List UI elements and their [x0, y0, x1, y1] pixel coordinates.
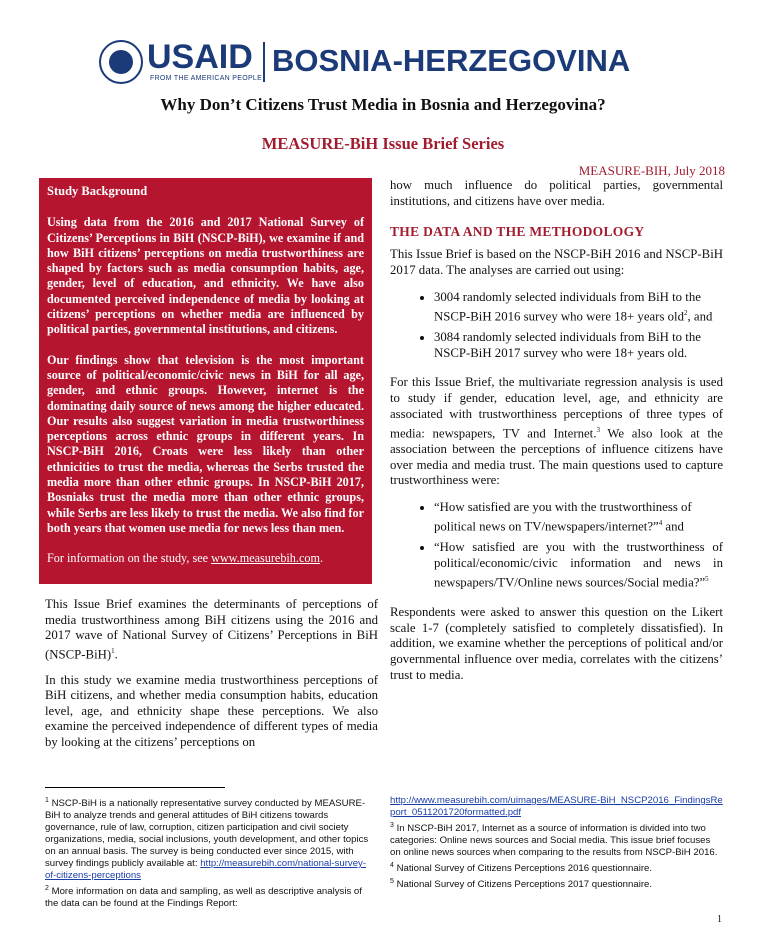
- question-2-text: “How satisfied are you with the trustworthiness of political/economic/civic information and news in newspapers/TV/Online news sources/Social media?”: [434, 540, 723, 589]
- series-title: MEASURE-BiH Issue Brief Series: [261, 134, 505, 153]
- footnote-2-text: More information on data and sampling, as well as descriptive analysis of the data can be found at the Findings Report:: [45, 886, 362, 910]
- question-1-end: and: [662, 519, 684, 534]
- left-para-1: [45, 597, 378, 663]
- question-1-text: “How satisfied are you with the trustworthiness of political news on TV/newspapers/internet?”: [434, 500, 692, 534]
- footnote-2-link-line: [390, 795, 723, 819]
- header-divider: [263, 42, 265, 82]
- survey-link[interactable]: http://measurebih.com/national-survey-of-citizens-perceptions: [45, 858, 367, 882]
- left-para-1-end: .: [114, 647, 118, 662]
- footnote-ref-4: 4: [658, 519, 663, 528]
- footnote-3: [390, 820, 723, 859]
- document-title: Why Don’t Citizens Trust Media in Bosnia and Herzegovina?: [160, 95, 606, 114]
- footnote-4: [390, 860, 723, 875]
- right-para-continued: how much influence do political parties, governmental institutions, and citizens have over media.: [390, 178, 723, 208]
- method-text-b: We also look at the association between the perceptions of influence citizens have over media and media trust. The main questions used to capture trustworthiness were:: [390, 426, 723, 488]
- usaid-seal-logo: [99, 40, 143, 84]
- page-number: 1: [717, 914, 722, 925]
- footnote-3-text: In NSCP-BiH 2017, Internet as a source of information is divided into two categories: Online news sources and Social media. This issue brief focuses on online news sources when comparing to the results from NSCP-BiH 2016.: [390, 823, 718, 859]
- footnote-5-text: National Survey of Citizens Perceptions 2017 questionnaire.: [393, 879, 653, 891]
- methodology-intro: This Issue Brief is based on the NSCP-BiH 2016 and NSCP-BiH 2017 data. The analyses are carried out using:: [390, 247, 723, 278]
- footnote-1-num: 1: [45, 797, 49, 804]
- sample-list: [390, 290, 723, 361]
- info-prefix: For information on the study, see: [47, 551, 212, 566]
- footnote-ref-1: 1: [111, 646, 115, 655]
- list-item: [434, 500, 723, 535]
- footnote-5-num: 5: [390, 878, 394, 886]
- study-background-info: [47, 551, 364, 566]
- respondents-para: Respondents were asked to answer this question on the Likert scale 1-7 (completely satisfied to completely dissatisfied). In addition, we examine whether the perceptions of political and/or governmental influence over media, correlates with the citizens’ trust to media.: [390, 604, 723, 682]
- footnote-2: [45, 883, 375, 910]
- footnotes-right: [390, 795, 723, 893]
- study-background-para-2: Our findings show that television is the most important source of political/economic/civic news in BiH for all age, gender, and ethnic groups. However, internet is the dominating daily source of news among the higher educated. Our results also suggest variation in media trustworthiness perceptions across ethnic groups in different years. In NSCP-BiH 2016, Croats were less likely than other ethnicities to trust the media, whereas the Serbs trusted the media more than other ethnic groups. In NSCP-BiH 2017, Bosniaks trust the media more than other ethnic groups, while Serbs are less likely to trust the media. We also find for both years that women use media for news less than men.: [47, 352, 364, 535]
- footnote-3-num: 3: [390, 822, 394, 829]
- bullet-1-end: , and: [687, 309, 713, 324]
- usaid-tagline: FROM THE AMERICAN PEOPLE: [150, 75, 263, 82]
- questions-list: [390, 500, 723, 591]
- study-background-heading: Study Background: [47, 184, 148, 198]
- findings-report-link[interactable]: http://www.measurebih.com/uimages/MEASURE-BiH_NSCP2016_FindingsReport_0511201720formatted.pdf: [390, 795, 723, 818]
- dateline: MEASURE-BIH, July 2018: [578, 163, 725, 178]
- measurebih-link[interactable]: www.measurebih.com: [211, 551, 320, 566]
- left-para-2: In this study we examine media trustworthiness perceptions of BiH citizens, and whether media consumption habits, education level, age, and ethnicity shape these perceptions. We also examine the perceived independence of different types of media by looking at the citizens’ perceptions on: [45, 672, 378, 750]
- data-methodology-heading: THE DATA AND THE METHODOLOGY: [390, 223, 645, 239]
- list-item: [434, 540, 723, 591]
- info-suffix: .: [319, 551, 323, 566]
- method-text-a: For this Issue Brief, the multivariate regression analysis is used to study if gender, education level, age, and ethnicity are associated with trustworthiness perceptions of three types of media: newspapers, TV and Internet.: [390, 375, 723, 441]
- footnote-5: [390, 876, 723, 891]
- left-column: [45, 597, 378, 761]
- list-item: • 3084 randomly selected individuals from BiH to the NSCP-BiH 2017 survey who were 18+ years old.: [434, 330, 723, 362]
- footnote-4-text: National Survey of Citizens Perceptions 2016 questionnaire.: [393, 863, 653, 875]
- footnote-ref-5: 5: [705, 574, 709, 583]
- footnote-4-num: 4: [390, 862, 394, 870]
- footnotes-left: [45, 795, 375, 911]
- usaid-logo-text: USAID: [147, 38, 253, 76]
- methodology-para: [390, 375, 723, 489]
- footnote-1: [45, 795, 375, 882]
- left-para-1-text: This Issue Brief examines the determinants of perceptions of media trustworthiness among BiH citizens using the 2016 and 2017 wave of National Survey of Citizens’ Perceptions in BiH (NSCP-BiH): [45, 597, 378, 662]
- study-background-para-1: Using data from the 2016 and 2017 National Survey of Citizens’ Perceptions in BiH (NSCP-BiH), we examine if and how BiH citizens’ perceptions on media trustworthiness are shaped by factors such as media consumption habits, age, gender, level of education, and ethnicity. We have also documented perceived independence of media by looking at citizens’ perceptions on whether media are influenced by political parties, governmental institutions, and citizens.: [47, 215, 364, 337]
- footnote-rule: [45, 787, 225, 788]
- bullet-1-text: 3004 randomly selected individuals from BiH to the NSCP-BiH 2016 survey who were 18+ years old: [434, 289, 701, 324]
- footnote-ref-3: 3: [596, 425, 600, 434]
- country-name: BOSNIA-HERZEGOVINA: [272, 43, 631, 78]
- right-column: [390, 178, 723, 695]
- footnote-1-text: NSCP-BiH is a nationally representative survey conducted by MEASURE-BiH to analyze trends and general attitudes of BiH citizens towards governance, rule of law, corruption, citizen participation and civil society organizations, media, social inclusions, youth development, and other topics on an annual basis. The survey is being conducted ever since 2015, with survey findings publicly available at:: [45, 798, 369, 870]
- list-item: [434, 290, 723, 325]
- footnote-ref-2: 2: [683, 308, 688, 317]
- footnote-2-num: 2: [45, 885, 49, 893]
- study-background-box: [39, 178, 372, 584]
